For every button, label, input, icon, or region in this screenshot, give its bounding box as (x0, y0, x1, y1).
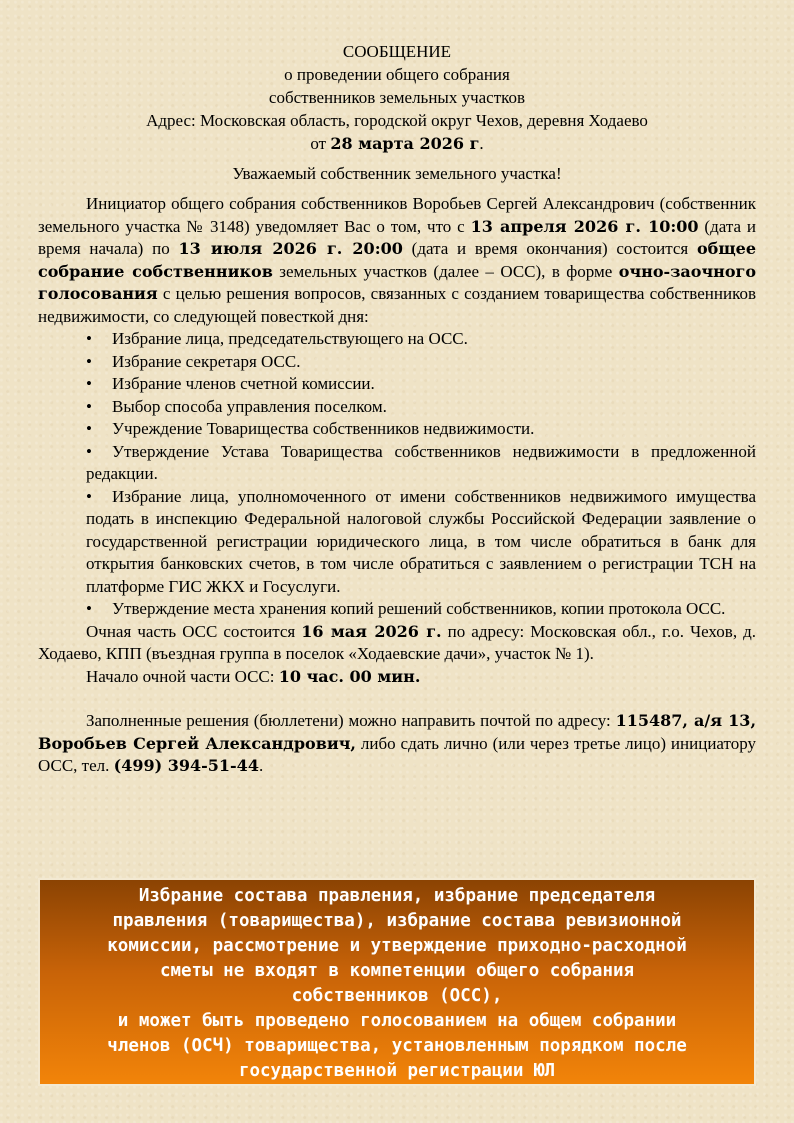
bullet-icon: • (86, 396, 92, 416)
bullet-icon: • (86, 329, 92, 348)
start-time-label: Начало очной части ОСС: (86, 666, 279, 686)
ballots-text-2: либо сдать лично (или через третье лицо) инициатору ОСС, тел. (38, 733, 757, 775)
spacer (38, 688, 756, 710)
notice-line: правления (товарищества), избрание состава ревизионной (112, 911, 682, 931)
notice-box (38, 878, 756, 1086)
notice-line: сметы не входят в компетенции общего собрания (159, 961, 635, 981)
agenda-item-text: Выбор способа управления поселком. (112, 396, 387, 416)
ballots-paragraph (38, 710, 756, 778)
list-item (86, 373, 756, 396)
bullet-icon: • (86, 441, 92, 461)
agenda-item-text: Утверждение места хранения копий решений собственников, копии протокола ОСС. (112, 599, 726, 618)
document-date: 28 марта 2026 г (330, 134, 480, 153)
agenda-item-text: Избрание членов счетной комиссии. (112, 374, 375, 393)
heading-line-3: собственников земельных участков (268, 88, 526, 107)
bullet-icon: • (86, 599, 92, 618)
start-time-value: 10 час. 00 мин. (278, 666, 421, 686)
notice-line: Избрание состава правления, избрание председателя (138, 886, 656, 906)
notice-line: государственной регистрации ЮЛ (238, 1061, 556, 1081)
title-block (38, 40, 756, 155)
heading-address: Адрес: Московская область, городской округ Чехов, деревня Ходаево (146, 111, 648, 130)
in-person-paragraph (38, 621, 756, 666)
bullet-icon: • (86, 486, 92, 506)
list-item (86, 418, 756, 441)
agenda-item-text: Избрание лица, председательствующего на ОСС. (112, 329, 468, 348)
agenda-item-text: Избрание лица, уполномоченного от имени собственников недвижимого имущества подать в инспекцию Федеральной налоговой службы Российской Федерации заявление о государственной регистрации юридического лица, в том числе обратиться в банк для открытия банковских счетов, в том числе обратиться с заявлением о регистрации ТСН на платформе ГИС ЖКХ и Госуслуги. (86, 486, 756, 596)
notice-line: собственников (ОСС), (291, 986, 503, 1006)
bullet-icon: • (86, 419, 92, 438)
agenda-item-text: Избрание секретаря ОСС. (112, 351, 301, 371)
notice-line: комиссии, рассмотрение и утверждение приходно-расходной (107, 936, 687, 956)
notice-line: членов (ОСЧ) товарищества, установленным порядком после (107, 1036, 687, 1056)
bullet-icon: • (86, 374, 92, 393)
in-person-date: 16 мая 2026 г. (301, 621, 442, 641)
intro-text-3: (дата и время окончания) состоится (402, 239, 697, 258)
notice-line: и может быть проведено голосованием на общем собрании (117, 1011, 677, 1031)
start-time-paragraph (38, 666, 756, 689)
intro-text-5: с целью решения вопросов, связанных с созданием товарищества собственников недвижимости, со следующей повесткой дня: (38, 284, 756, 326)
heading-date-line (38, 132, 756, 155)
meeting-type: общее собрание собственников (38, 239, 756, 281)
end-datetime: 13 июля 2026 г. 20:00 (178, 239, 403, 258)
list-item (86, 328, 756, 351)
greeting: Уважаемый собственник земельного участка! (232, 164, 562, 183)
start-datetime: 13 апреля 2026 г. 10:00 (470, 216, 699, 236)
agenda-item-text: Учреждение Товарищества собственников недвижимости. (112, 419, 535, 438)
agenda-list (38, 328, 756, 621)
list-item (86, 396, 756, 419)
agenda-item-text: Утверждение Устава Товарищества собственников недвижимости в предложенной редакции. (86, 441, 756, 483)
document-page (38, 40, 756, 778)
in-person-text-2: по адресу: Московская обл., г.о. Чехов, д. Ходаево, КПП (въездная группа в поселок «Ходаевские дачи», участок № 1). (38, 621, 757, 663)
list-item (86, 598, 756, 621)
intro-text-1: Инициатор общего собрания собственников Воробьев Сергей Александрович (собственник земельного участка № 3148) уведомляет Вас о том, что с (38, 194, 756, 236)
postal-address: 115487, а/я 13, Воробьев Сергей Александрович, (38, 711, 757, 753)
document-heading: СООБЩЕНИЕ (342, 42, 452, 61)
date-prefix: от (310, 134, 331, 153)
bullet-icon: • (86, 351, 92, 371)
in-person-text-1: Очная часть ОСС состоится (86, 621, 302, 641)
list-item (86, 486, 756, 599)
phone-number: (499) 394-51-44 (113, 756, 259, 775)
intro-paragraph (38, 193, 756, 328)
voting-form: очно-заочного голосования (38, 261, 757, 303)
list-item (86, 351, 756, 374)
list-item (86, 441, 756, 486)
heading-line-2: о проведении общего собрания (284, 65, 510, 84)
date-suffix: . (479, 134, 484, 153)
ballots-text-1: Заполненные решения (бюллетени) можно направить почтой по адресу: (86, 711, 616, 730)
intro-text-2: (дата и время начала) по (38, 216, 756, 258)
intro-text-4: земельных участков (далее – ОСС), в форме (272, 261, 619, 281)
ballots-text-3: . (258, 756, 264, 775)
